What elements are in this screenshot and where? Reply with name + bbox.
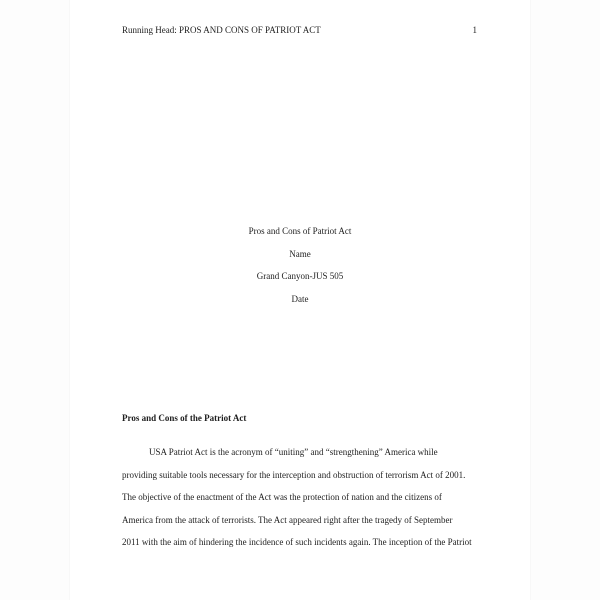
institution-course-line: Grand Canyon-JUS 505 [256,271,344,281]
body-paragraph [122,441,494,554]
document-page [70,0,530,600]
paragraph-line: America from the attack of terrorists. The Act appeared right after the tragedy of September [122,514,453,525]
paragraph-line: The objective of the enactment of the Act was the protection of nation and the citizens of [122,492,442,502]
body-section [122,407,494,554]
page-number: 1 [472,25,477,35]
author-name-line: Name [289,248,311,259]
section-heading: Pros and Cons of the Patriot Act [122,413,247,423]
page-header [122,24,477,36]
title-block [70,220,530,310]
paragraph-line: USA Patriot Act is the acronym of “uniting” and “strengthening” America while [149,447,438,457]
document-title: Pros and Cons of Patriot Act [248,226,352,236]
paragraph-line: 2011 with the aim of hindering the incidence of such incidents again. The inception of the Patriot [122,537,472,547]
date-line: Date [291,293,309,304]
paragraph-line: providing suitable tools necessary for the interception and obstruction of terrorism Act of 2001. [122,469,466,480]
running-head: Running Head: PROS AND CONS OF PATRIOT ACT [122,25,321,35]
